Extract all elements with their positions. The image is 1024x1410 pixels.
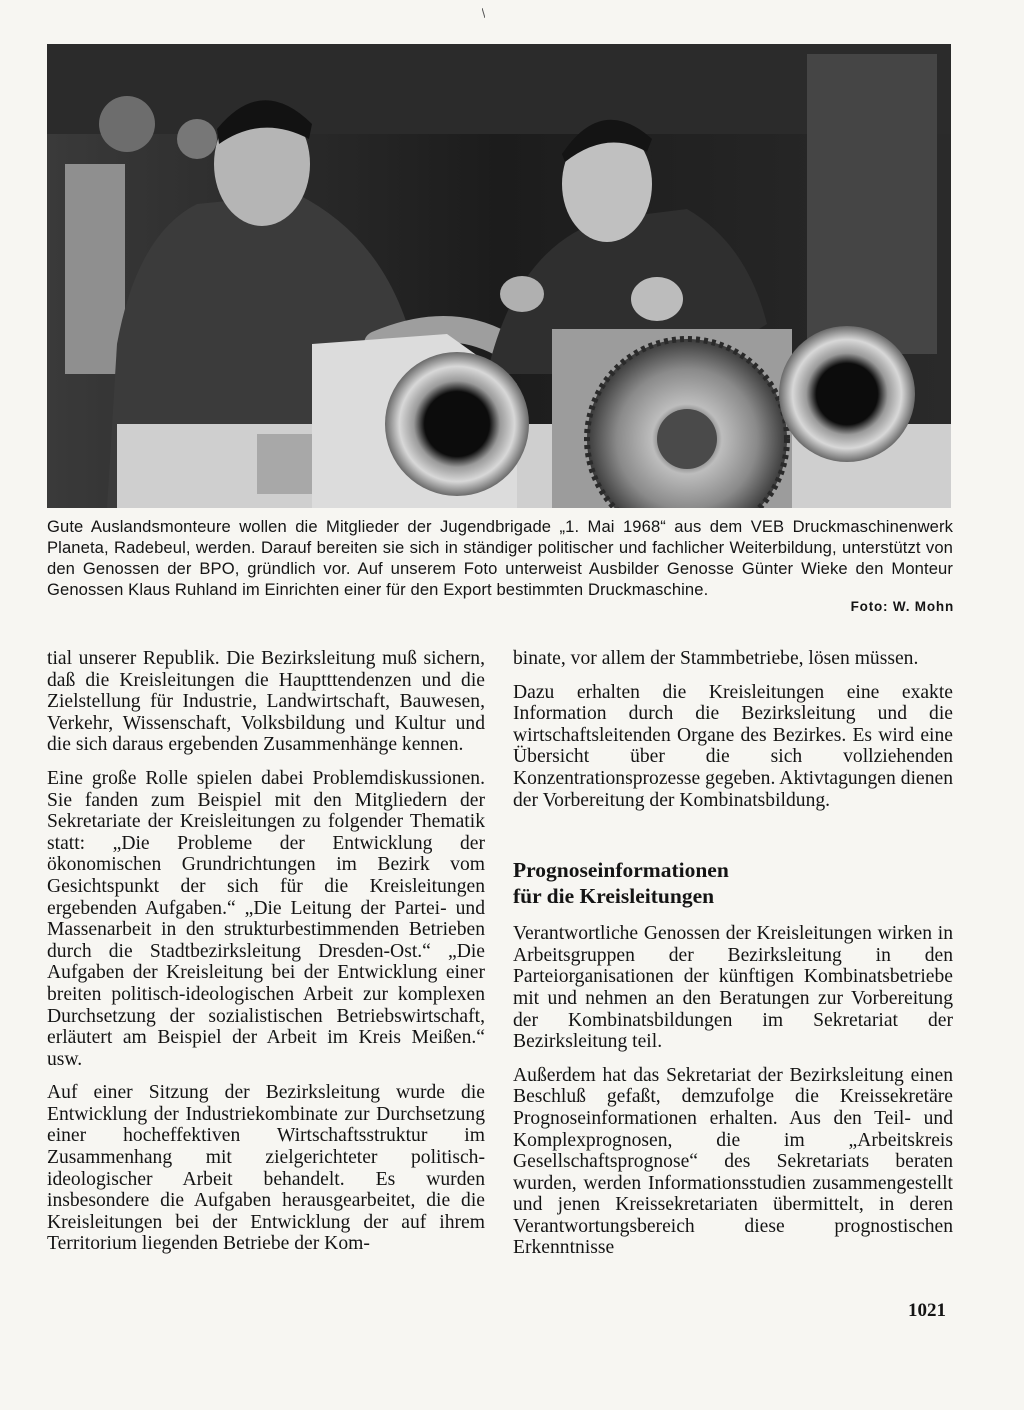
paragraph: Außerdem hat das Sekretariat der Bezirksleitung einen Beschluß gefaßt, demzufolge die Kreissekretäre Prognoseinformationen erhalten. Aus den Teil- und Komplexprognosen, die im „Arbeitskreis Gesellschaftsprognose“ des Sekretariats beraten wurden, werden Informationsstudien zusammengestellt und jenen Kreissekretariaten übermittelt, in deren Verantwortungsbereich diese prognostischen Erkenntnisse [513,1064,953,1259]
paragraph: Dazu erhalten die Kreisleitungen eine exakte Information durch die Bezirksleitung und die wirtschaftsleitenden Organe des Bezirkes. Es wird eine Übersicht über die sich vollziehenden Konzentrationsprozesse gegeben. Aktivtagungen dienen der Vorbereitung der Kombinatsbildung. [513,681,953,811]
photo-workers-at-printing-machine [47,44,951,508]
paragraph: Verantwortliche Genossen der Kreisleitungen wirken in Arbeitsgruppen der Bezirksleitung in den Parteiorganisationen der künftigen Kombinatsbetriebe mit und nehmen an den Beratungen zur Vorbereitung der Kombinatsbildungen im Sekretariat der Bezirksleitung teil. [513,923,953,1053]
page-number: 1021 [908,1300,946,1321]
paragraph: tial unserer Republik. Die Bezirksleitung muß sichern, daß die Kreisleitungen die Hauptttendenzen und die Zielstellung für Industrie, Landwirtschaft, Bauwesen, Verkehr, Wissenschaft, Volksbildung und Kultur und die sich daraus ergebenden Zusammenhänge kennen. [47,648,485,756]
paragraph: Auf einer Sitzung der Bezirksleitung wurde die Entwicklung der Industriekombinate zur Durchsetzung einer hocheffektiven Wirtschaftsstruktur im Zusammenhang mit zielgerichteter politisch-ideologischer Arbeit behandelt. Es wurden insbesondere die Aufgaben herausgearbeitet, die die Kreisleitungen bei der Entwicklung der auf ihrem Territorium liegenden Betriebe der Kom- [47,1082,485,1255]
section-heading-line-1: Prognoseinformationen [513,858,729,883]
photo-credit: Foto: W. Mohn [850,599,954,614]
paragraph-continuation: binate, vor allem der Stammbetriebe, lösen müssen. [513,648,919,669]
scan-speck [482,5,485,15]
paragraph: Eine große Rolle spielen dabei Problemdiskussionen. Sie fanden zum Beispiel mit den Mitgliedern der Sekretariate der Kreisleitungen zu folgender Thematik statt: „Die Probleme der Entwicklung der ökonomischen Grundrichtungen im Bezirk vom Gesichtspunkt der sich für die Kreisleitungen ergebenden Aufgaben.“ „Die Leitung der Partei- und Massenarbeit in den strukturbestimmenden Betrieben durch die Stadtbezirksleitung Dresden-Ost.“ „Die Aufgaben der Kreisleitung bei der Entwicklung einer breiten politisch-ideologischen Arbeit zur komplexen Durchsetzung der sozialistischen Betriebswirtschaft, erläutert am Beispiel der Arbeit im Kreis Meißen.“ usw. [47,767,485,1070]
photo-caption: Gute Auslandsmonteure wollen die Mitglieder der Jugendbrigade „1. Mai 1968“ aus dem VEB Druckmaschinenwerk Planeta, Radebeul, werden. Darauf bereiten sie sich in ständiger politischer und fachlicher Weiterbildung, unterstützt von den Genossen der BPO, gründlich vor. Auf unserem Foto unterweist Ausbilder Genosse Günter Wieke den Monteur Genossen Klaus Ruhland im Einrichten einer für den Export bestimmten Druckmaschine. [47,517,953,599]
section-heading-line-2: für die Kreisleitungen [513,884,715,909]
section-heading [513,857,953,909]
left-column [47,648,485,1267]
right-column [513,648,953,1271]
